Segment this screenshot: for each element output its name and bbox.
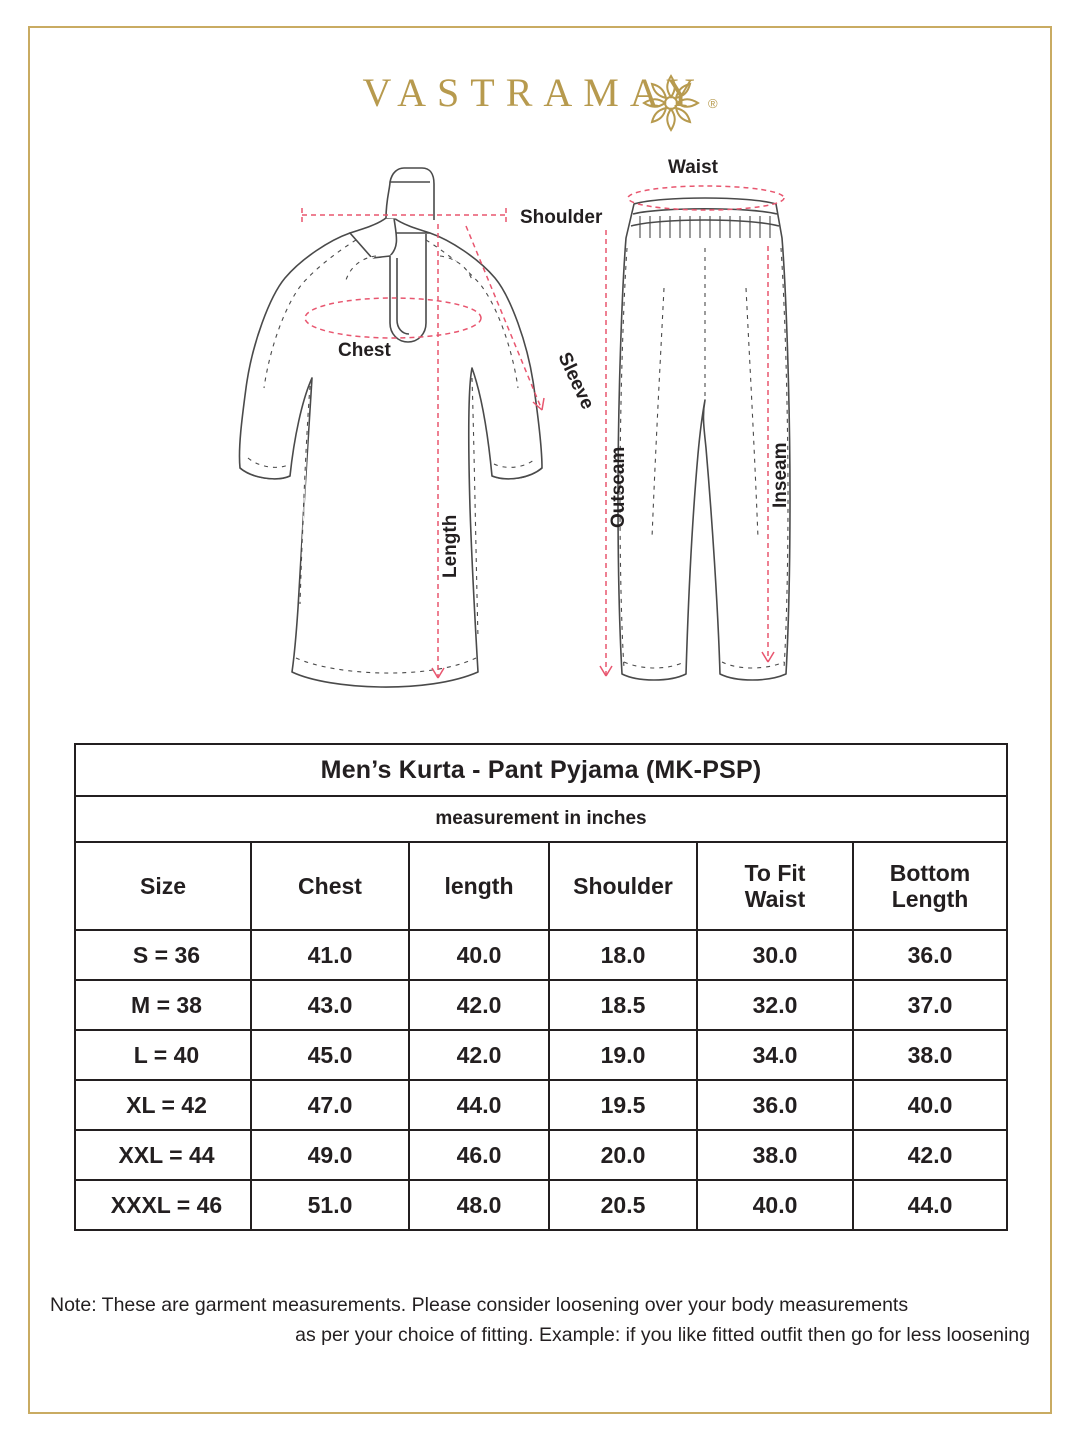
size-chart-table — [74, 743, 1008, 1231]
cell-to-fit-waist: 36.0 — [697, 1080, 853, 1130]
cell-size: S = 36 — [75, 930, 251, 980]
note-line-2: as per your choice of fitting. Example: if you like fitted outfit then go for less loosening — [295, 1324, 1030, 1347]
floral-star-icon — [640, 72, 702, 134]
cell-bottom-length: 40.0 — [853, 1080, 1007, 1130]
table-row — [75, 1080, 1007, 1130]
cell-to-fit-waist: 34.0 — [697, 1030, 853, 1080]
cell-length: 42.0 — [409, 1030, 549, 1080]
cell-chest: 51.0 — [251, 1180, 409, 1230]
cell-length: 42.0 — [409, 980, 549, 1030]
cell-chest: 47.0 — [251, 1080, 409, 1130]
cell-shoulder: 20.5 — [549, 1180, 697, 1230]
cell-shoulder: 18.0 — [549, 930, 697, 980]
cell-shoulder: 20.0 — [549, 1130, 697, 1180]
cell-to-fit-waist: 40.0 — [697, 1180, 853, 1230]
size-chart-table-wrapper — [74, 743, 1006, 1231]
label-waist: Waist — [668, 157, 718, 178]
cell-shoulder: 19.0 — [549, 1030, 697, 1080]
table-title: Men’s Kurta - Pant Pyjama (MK-PSP) — [75, 744, 1007, 796]
cell-bottom-length: 38.0 — [853, 1030, 1007, 1080]
cell-chest: 45.0 — [251, 1030, 409, 1080]
label-sleeve: Sleeve — [553, 349, 598, 413]
label-inseam: Inseam — [770, 442, 791, 508]
column-header-to-fit-waist — [697, 842, 853, 930]
cell-bottom-length: 44.0 — [853, 1180, 1007, 1230]
brand-name: VASTRAMAY — [362, 70, 706, 115]
cell-size: XXL = 44 — [75, 1130, 251, 1180]
column-header-size: Size — [75, 842, 251, 930]
table-row — [75, 980, 1007, 1030]
cell-length: 40.0 — [409, 930, 549, 980]
column-header-bottom-length-line2: Length — [891, 886, 969, 912]
cell-length: 44.0 — [409, 1080, 549, 1130]
cell-size: L = 40 — [75, 1030, 251, 1080]
garment-diagram — [190, 138, 890, 718]
cell-length: 48.0 — [409, 1180, 549, 1230]
note-line-1: Note: These are garment measurements. Please consider loosening over your body measurements — [50, 1294, 909, 1316]
table-row — [75, 1180, 1007, 1230]
label-length: Length — [440, 514, 461, 578]
label-shoulder: Shoulder — [520, 207, 603, 228]
table-row — [75, 1130, 1007, 1180]
cell-bottom-length: 42.0 — [853, 1130, 1007, 1180]
table-row — [75, 930, 1007, 980]
cell-bottom-length: 36.0 — [853, 930, 1007, 980]
column-header-to-fit-waist-line1: To Fit — [744, 859, 806, 886]
label-chest: Chest — [338, 340, 391, 361]
cell-shoulder: 19.5 — [549, 1080, 697, 1130]
cell-length: 46.0 — [409, 1130, 549, 1180]
pyjama-illustration — [618, 198, 790, 680]
cell-size: XXXL = 46 — [75, 1180, 251, 1230]
cell-to-fit-waist: 30.0 — [697, 930, 853, 980]
registered-mark: ® — [707, 96, 718, 111]
cell-to-fit-waist: 32.0 — [697, 980, 853, 1030]
table-header-row — [75, 842, 1007, 930]
column-header-bottom-length-line1: Bottom — [889, 859, 971, 886]
cell-to-fit-waist: 38.0 — [697, 1130, 853, 1180]
cell-chest: 41.0 — [251, 930, 409, 980]
measurement-note — [50, 1290, 1030, 1350]
cell-bottom-length: 37.0 — [853, 980, 1007, 1030]
column-header-bottom-length — [853, 842, 1007, 930]
column-header-to-fit-waist-line2: Waist — [744, 886, 806, 912]
kurta-illustration — [239, 168, 542, 687]
cell-size: M = 38 — [75, 980, 251, 1030]
column-header-length: length — [409, 842, 549, 930]
label-outseam: Outseam — [608, 446, 629, 528]
cell-chest: 49.0 — [251, 1130, 409, 1180]
cell-size: XL = 42 — [75, 1080, 251, 1130]
column-header-chest: Chest — [251, 842, 409, 930]
table-row — [75, 1030, 1007, 1080]
column-header-shoulder: Shoulder — [549, 842, 697, 930]
table-title-row — [75, 744, 1007, 796]
cell-shoulder: 18.5 — [549, 980, 697, 1030]
brand-header — [0, 40, 1080, 150]
cell-chest: 43.0 — [251, 980, 409, 1030]
table-subtitle: measurement in inches — [75, 796, 1007, 842]
table-subtitle-row — [75, 796, 1007, 842]
